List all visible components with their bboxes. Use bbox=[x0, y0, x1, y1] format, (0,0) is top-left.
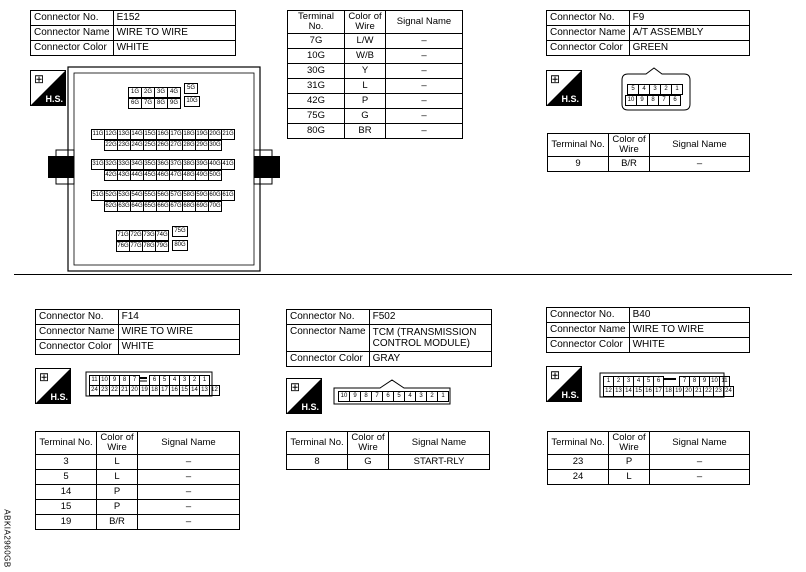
pin-cell: 23 bbox=[713, 386, 724, 397]
pin-cell: 11G bbox=[91, 129, 105, 140]
pin-cell: 23 bbox=[99, 385, 110, 396]
figure-code: ABKIA2960GB bbox=[2, 509, 12, 568]
pin-cell: 3 bbox=[623, 376, 634, 387]
pin-cell: 21 bbox=[693, 386, 704, 397]
pin-cell: 1G bbox=[128, 87, 142, 98]
pin-cell: 31G bbox=[91, 159, 105, 170]
wire-color-cell: Y bbox=[345, 64, 386, 79]
pin-cell: 7 bbox=[371, 391, 383, 402]
wire-color-cell: B/R bbox=[97, 515, 138, 530]
wire-color-cell: L bbox=[97, 455, 138, 470]
pin-cell: 2 bbox=[189, 375, 200, 386]
col-header: Terminal No. bbox=[548, 432, 609, 455]
pin-cell: 23G bbox=[117, 140, 131, 151]
pin-cell: 6G bbox=[128, 98, 142, 109]
pin-cell: 10 bbox=[99, 375, 110, 386]
pin-cell: 7 bbox=[658, 95, 670, 106]
pin-cell: 6 bbox=[149, 375, 160, 386]
col-header: Terminal No. bbox=[287, 432, 348, 455]
pin-cell: 12 bbox=[603, 386, 614, 397]
signal-cell: – bbox=[386, 34, 463, 49]
harness-side-icon bbox=[546, 366, 582, 402]
pin-cell: 1 bbox=[603, 376, 614, 387]
pin-cell: 39G bbox=[195, 159, 209, 170]
terminal-cell: 14 bbox=[36, 485, 97, 500]
hs-label: H.S. bbox=[561, 390, 579, 400]
pin-cell: 64G bbox=[130, 201, 144, 212]
terminal-cell: 24 bbox=[548, 470, 609, 485]
pin-cell: 56G bbox=[156, 190, 170, 201]
pin-cell: 80G bbox=[172, 240, 188, 251]
pin-cell: 19G bbox=[195, 129, 209, 140]
signal-cell: START-RLY bbox=[389, 455, 490, 470]
pin-cell: 9 bbox=[109, 375, 120, 386]
pin-cell: 77G bbox=[129, 241, 143, 252]
pin-cell: 10G bbox=[184, 96, 200, 107]
pin-cell: 16 bbox=[643, 386, 654, 397]
wire-color-cell: G bbox=[348, 455, 389, 470]
signal-cell: – bbox=[386, 64, 463, 79]
terminal-cell: 15 bbox=[36, 500, 97, 515]
pin-cell: 41G bbox=[221, 159, 235, 170]
pin-cell: 8 bbox=[689, 376, 700, 387]
pin-cell: 3 bbox=[179, 375, 190, 386]
pin-cell: 8 bbox=[647, 95, 659, 106]
pin-cell: 35G bbox=[143, 159, 157, 170]
pin-cell: 20 bbox=[683, 386, 694, 397]
pin-cell: 79G bbox=[155, 241, 169, 252]
pin-cell: 9 bbox=[636, 95, 648, 106]
pin-cell: 34G bbox=[130, 159, 144, 170]
hs-label: H.S. bbox=[45, 94, 63, 104]
b40-name: WIRE TO WIRE bbox=[629, 323, 749, 338]
pin-cell: 20 bbox=[129, 385, 140, 396]
pin-cell: 48G bbox=[182, 170, 196, 181]
label: Connector Name bbox=[31, 26, 114, 41]
pin-cell: 9G bbox=[167, 98, 181, 109]
pin-cell: 4 bbox=[169, 375, 180, 386]
wire-color-cell: B/R bbox=[609, 157, 650, 172]
col-header: Color of Wire bbox=[609, 134, 650, 157]
pin-cell: 63G bbox=[117, 201, 131, 212]
pin-cell: 68G bbox=[182, 201, 196, 212]
label: Connector Name bbox=[287, 325, 370, 352]
hs-label: H.S. bbox=[301, 402, 319, 412]
wire-color-cell: L bbox=[97, 470, 138, 485]
wire-color-cell: P bbox=[97, 500, 138, 515]
pin-cell: 72G bbox=[129, 230, 143, 241]
pin-cell: 25G bbox=[143, 140, 157, 151]
pin-cell: 13 bbox=[613, 386, 624, 397]
label: Connector Color bbox=[547, 338, 630, 353]
pin-cell: 8 bbox=[360, 391, 372, 402]
terminal-cell: 7G bbox=[288, 34, 345, 49]
pin-cell: 29G bbox=[195, 140, 209, 151]
hs-label: H.S. bbox=[561, 94, 579, 104]
pin-cell: 17 bbox=[159, 385, 170, 396]
pin-cell: 26G bbox=[156, 140, 170, 151]
pin-cell: 27G bbox=[169, 140, 183, 151]
wire-color-cell: L/W bbox=[345, 34, 386, 49]
wire-color-cell: L bbox=[609, 470, 650, 485]
f502-no: F502 bbox=[369, 310, 491, 325]
pin-cell: 7 bbox=[129, 375, 140, 386]
hs-label: H.S. bbox=[50, 392, 68, 402]
connector-glyph-icon: ⊞ bbox=[290, 380, 301, 394]
pin-cell: 18 bbox=[149, 385, 160, 396]
label: Connector Color bbox=[547, 41, 630, 56]
col-header: Signal Name bbox=[650, 134, 750, 157]
pin-cell: 1 bbox=[437, 391, 449, 402]
pin-cell: 9 bbox=[699, 376, 710, 387]
pin-cell: 24G bbox=[130, 140, 144, 151]
pin-cell: 17G bbox=[169, 129, 183, 140]
pin-cell: 22 bbox=[109, 385, 120, 396]
signal-cell: – bbox=[386, 79, 463, 94]
pin-cell: 75G bbox=[172, 226, 188, 237]
pin-cell: 6 bbox=[382, 391, 394, 402]
pin-cell: 5 bbox=[393, 391, 405, 402]
label: Connector Color bbox=[31, 41, 114, 56]
pin-cell: 5 bbox=[643, 376, 654, 387]
pin-cell: 8G bbox=[154, 98, 168, 109]
pin-cell: 13 bbox=[199, 385, 210, 396]
col-header: Color of Wire bbox=[97, 432, 138, 455]
label: Connector Name bbox=[36, 325, 119, 340]
col-header: Color of Wire bbox=[609, 432, 650, 455]
connector-glyph-icon: ⊞ bbox=[39, 370, 50, 384]
label: Connector No. bbox=[547, 11, 630, 26]
pin-cell: 18G bbox=[182, 129, 196, 140]
b40-terminal-table bbox=[547, 431, 750, 485]
pin-cell: 51G bbox=[91, 190, 105, 201]
signal-cell: – bbox=[138, 500, 240, 515]
pin-cell: 62G bbox=[104, 201, 118, 212]
pin-cell: 12G bbox=[104, 129, 118, 140]
pin-cell: 8 bbox=[119, 375, 130, 386]
signal-cell: – bbox=[650, 470, 750, 485]
f14-no: F14 bbox=[118, 310, 239, 325]
e152-color: WHITE bbox=[113, 41, 235, 56]
label: Connector No. bbox=[287, 310, 370, 325]
table-row bbox=[548, 455, 750, 470]
col-header: Signal Name bbox=[650, 432, 750, 455]
terminal-cell: 10G bbox=[288, 49, 345, 64]
connector-glyph-icon: ⊞ bbox=[34, 72, 45, 86]
pin-cell: 76G bbox=[116, 241, 130, 252]
pin-cell: 38G bbox=[182, 159, 196, 170]
b40-color: WHITE bbox=[629, 338, 749, 353]
pin-cell: 40G bbox=[208, 159, 222, 170]
signal-cell: – bbox=[650, 455, 750, 470]
pin-cell: 50G bbox=[208, 170, 222, 181]
pin-cell: 20G bbox=[208, 129, 222, 140]
pin-cell: 10 bbox=[338, 391, 350, 402]
pin-cell: 18 bbox=[663, 386, 674, 397]
pin-cell: 36G bbox=[156, 159, 170, 170]
pin-cell: 3G bbox=[154, 87, 168, 98]
pin-cell: 32G bbox=[104, 159, 118, 170]
pin-cell: 9 bbox=[349, 391, 361, 402]
pin-cell: 7G bbox=[141, 98, 155, 109]
pin-cell: 10 bbox=[625, 95, 637, 106]
pin-cell: 65G bbox=[143, 201, 157, 212]
pin-cell: 10 bbox=[709, 376, 720, 387]
pin-cell: 21G bbox=[221, 129, 235, 140]
pin-cell: 17 bbox=[653, 386, 664, 397]
terminal-cell: 3 bbox=[36, 455, 97, 470]
signal-cell: – bbox=[386, 109, 463, 124]
f9-name: A/T ASSEMBLY bbox=[629, 26, 749, 41]
pin-cell: 22 bbox=[703, 386, 714, 397]
b40-no: B40 bbox=[629, 308, 749, 323]
col-header: Signal Name bbox=[138, 432, 240, 455]
wire-color-cell: L bbox=[345, 79, 386, 94]
pin-cell: 12 bbox=[209, 385, 220, 396]
table-row bbox=[287, 455, 490, 470]
label: Connector No. bbox=[36, 310, 119, 325]
pin-cell: 4G bbox=[167, 87, 181, 98]
f9-color: GREEN bbox=[629, 41, 749, 56]
pin-cell: 4 bbox=[638, 84, 650, 95]
pin-cell: 7 bbox=[679, 376, 690, 387]
pin-cell: 5 bbox=[627, 84, 639, 95]
pin-cell: 45G bbox=[143, 170, 157, 181]
label: Connector No. bbox=[547, 308, 630, 323]
pin-cell: 49G bbox=[195, 170, 209, 181]
pin-cell: 19 bbox=[673, 386, 684, 397]
pin-cell: 54G bbox=[130, 190, 144, 201]
signal-cell: – bbox=[650, 157, 750, 172]
terminal-cell: 8 bbox=[287, 455, 348, 470]
b40-info-table bbox=[546, 307, 750, 353]
pin-cell: 57G bbox=[169, 190, 183, 201]
pin-cell: 66G bbox=[156, 201, 170, 212]
connector-glyph-icon: ⊞ bbox=[550, 368, 561, 382]
connector-glyph-icon: ⊞ bbox=[550, 72, 561, 86]
pin-cell: 15G bbox=[143, 129, 157, 140]
pin-cell: 3 bbox=[649, 84, 661, 95]
terminal-cell: 23 bbox=[548, 455, 609, 470]
f502-color: GRAY bbox=[369, 352, 491, 367]
terminal-cell: 5 bbox=[36, 470, 97, 485]
pin-cell: 58G bbox=[182, 190, 196, 201]
wire-color-cell: P bbox=[97, 485, 138, 500]
pin-cell: 19 bbox=[139, 385, 150, 396]
pin-cell: 1 bbox=[671, 84, 683, 95]
f14-name: WIRE TO WIRE bbox=[118, 325, 239, 340]
pin-cell: 2 bbox=[613, 376, 624, 387]
pin-cell: 1 bbox=[199, 375, 210, 386]
terminal-cell: 19 bbox=[36, 515, 97, 530]
signal-cell: – bbox=[138, 515, 240, 530]
terminal-cell: 42G bbox=[288, 94, 345, 109]
pin-cell: 42G bbox=[104, 170, 118, 181]
pin-cell: 15 bbox=[633, 386, 644, 397]
pin-cell: 37G bbox=[169, 159, 183, 170]
pin-cell: 2 bbox=[660, 84, 672, 95]
pin-cell: 22G bbox=[104, 140, 118, 151]
wire-color-cell: P bbox=[609, 455, 650, 470]
pin-cell: 33G bbox=[117, 159, 131, 170]
col-header: Signal Name bbox=[386, 11, 463, 34]
pin-cell: 14G bbox=[130, 129, 144, 140]
terminal-cell: 75G bbox=[288, 109, 345, 124]
col-header: Terminal No. bbox=[288, 11, 345, 34]
label: Connector Name bbox=[547, 26, 630, 41]
pin-cell: 59G bbox=[195, 190, 209, 201]
pin-cell: 4 bbox=[633, 376, 644, 387]
col-header: Terminal No. bbox=[548, 134, 609, 157]
pin-cell: 4 bbox=[404, 391, 416, 402]
pin-cell: 13G bbox=[117, 129, 131, 140]
label: Connector Color bbox=[287, 352, 370, 367]
pin-cell: 14 bbox=[189, 385, 200, 396]
pin-cell: 5 bbox=[159, 375, 170, 386]
terminal-cell: 9 bbox=[548, 157, 609, 172]
pin-cell: 11 bbox=[719, 376, 730, 387]
pin-cell: 70G bbox=[208, 201, 222, 212]
col-header: Color of Wire bbox=[345, 11, 386, 34]
pin-cell: 11 bbox=[89, 375, 100, 386]
pin-cell: 24 bbox=[89, 385, 100, 396]
col-header: Terminal No. bbox=[36, 432, 97, 455]
pin-cell: 6 bbox=[669, 95, 681, 106]
pin-cell: 73G bbox=[142, 230, 156, 241]
pin-cell: 78G bbox=[142, 241, 156, 252]
pin-cell: 28G bbox=[182, 140, 196, 151]
e152-no: E152 bbox=[113, 11, 235, 26]
pin-cell: 5G bbox=[184, 83, 198, 94]
pin-cell: 52G bbox=[104, 190, 118, 201]
pin-cell: 74G bbox=[155, 230, 169, 241]
signal-cell: – bbox=[138, 455, 240, 470]
wire-color-cell: G bbox=[345, 109, 386, 124]
col-header: Color of Wire bbox=[348, 432, 389, 455]
pin-cell: 3 bbox=[415, 391, 427, 402]
pin-cell: 46G bbox=[156, 170, 170, 181]
pin-cell: 30G bbox=[208, 140, 222, 151]
signal-cell: – bbox=[138, 485, 240, 500]
pin-cell: 71G bbox=[116, 230, 130, 241]
signal-cell: – bbox=[138, 470, 240, 485]
pin-cell: 43G bbox=[117, 170, 131, 181]
pin-cell: 24 bbox=[723, 386, 734, 397]
f502-name: TCM (TRANSMISSION CONTROL MODULE) bbox=[369, 325, 491, 352]
terminal-cell: 31G bbox=[288, 79, 345, 94]
f9-no: F9 bbox=[629, 11, 749, 26]
pin-cell: 21 bbox=[119, 385, 130, 396]
pin-cell: 16G bbox=[156, 129, 170, 140]
pin-cell: 55G bbox=[143, 190, 157, 201]
pin-cell: 14 bbox=[623, 386, 634, 397]
pin-cell: 61G bbox=[221, 190, 235, 201]
signal-cell: – bbox=[386, 94, 463, 109]
pin-cell: 16 bbox=[169, 385, 180, 396]
pin-cell: 2 bbox=[426, 391, 438, 402]
label: Connector Color bbox=[36, 340, 119, 355]
pin-cell: 2G bbox=[141, 87, 155, 98]
pin-cell: 15 bbox=[179, 385, 190, 396]
terminal-cell: 80G bbox=[288, 124, 345, 139]
table-row bbox=[548, 470, 750, 485]
wire-color-cell: P bbox=[345, 94, 386, 109]
pin-cell: 67G bbox=[169, 201, 183, 212]
wire-color-cell: BR bbox=[345, 124, 386, 139]
signal-cell: – bbox=[386, 124, 463, 139]
pin-cell: 69G bbox=[195, 201, 209, 212]
pin-cell: 60G bbox=[208, 190, 222, 201]
e152-name: WIRE TO WIRE bbox=[113, 26, 235, 41]
wire-color-cell: W/B bbox=[345, 49, 386, 64]
f502-terminal-table bbox=[286, 431, 490, 470]
col-header: Signal Name bbox=[389, 432, 490, 455]
pin-cell: 47G bbox=[169, 170, 183, 181]
pin-cell: 6 bbox=[653, 376, 664, 387]
label: Connector Name bbox=[547, 323, 630, 338]
signal-cell: – bbox=[386, 49, 463, 64]
terminal-cell: 30G bbox=[288, 64, 345, 79]
f14-color: WHITE bbox=[118, 340, 239, 355]
pin-cell: 53G bbox=[117, 190, 131, 201]
label: Connector No. bbox=[31, 11, 114, 26]
pin-cell: 44G bbox=[130, 170, 144, 181]
